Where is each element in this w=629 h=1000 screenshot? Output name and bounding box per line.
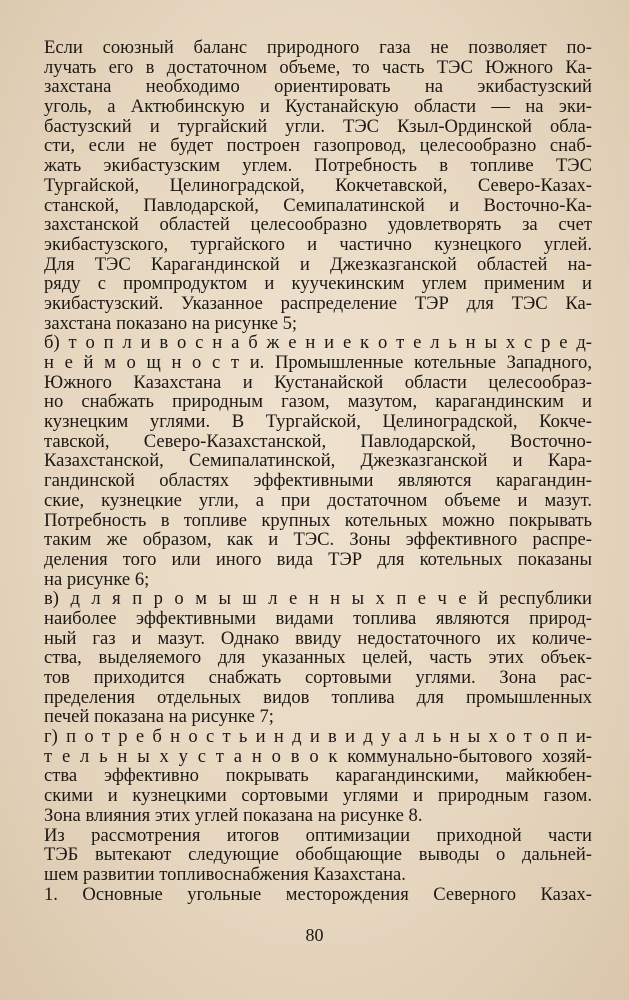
text-line: Если союзный баланс природного газа не позволяет по- <box>44 37 592 58</box>
text-line: б) т о п л и в о с н а б ж е н и е к о т е л ь н ы х с р е д- <box>44 332 592 354</box>
text-line: захстана показано на рисунке 5; <box>44 312 298 334</box>
text-line: ства эффективно покрывать карагандинскими, майкюбен- <box>44 765 592 787</box>
text-line: тавской, Северо-Казахстанской, Павлодарской, Восточно- <box>44 430 592 452</box>
text-line: ТЭБ вытекают следующие обобщающие выводы о дальней- <box>44 844 592 866</box>
text-line: Для ТЭС Карагандинской и Джезказганской областей на- <box>44 253 592 275</box>
text-line: станской, Павлодарской, Семипалатинской и Восточно-Ка- <box>44 194 592 216</box>
text-line: Зона влияния этих углей показана на рисунке 8. <box>44 804 423 826</box>
text-line: г) п о т р е б н о с т ь и н д и в и д у а л ь н ы х о т о п и- <box>44 726 592 748</box>
text-line: наиболее эффективными видами топлива являются природ- <box>44 607 592 629</box>
text-line: кузнецким углями. В Тургайской, Целиноградской, Кокче- <box>44 411 592 433</box>
text-line: Южного Казахстана и Кустанайской области целесообраз- <box>44 371 592 393</box>
text-line: ный газ и мазут. Однако ввиду недостаточного их количе- <box>44 627 592 649</box>
text-line: 1. Основные угольные месторождения Северного Казах- <box>44 883 592 905</box>
text-line: печей показана на рисунке 7; <box>44 706 274 728</box>
text-line: ские, кузнецкие угли, а при достаточном объеме и мазут. <box>44 489 592 511</box>
text-line: гандинской областях эффективными являются карагандин- <box>44 470 592 492</box>
text-line: деления того или иного вида ТЭР для котельных показаны <box>44 548 592 570</box>
text-line: Тургайской, Целиноградской, Кокчетавской, Северо-Казах- <box>44 174 592 196</box>
text-line: н е й м о щ н о с т и. Промышленные котельные Западного, <box>44 352 592 373</box>
body-text <box>44 38 592 904</box>
text-line: жать экибастузским углем. Потребность в топливе ТЭС <box>44 155 592 177</box>
text-line: захстана необходимо ориентировать на экибастузский <box>44 76 592 98</box>
text-line: на рисунке 6; <box>44 568 150 590</box>
text-line: экибастузского, тургайского и частично кузнецкого углей. <box>44 233 592 255</box>
text-line: Потребность в топливе крупных котельных можно покрывать <box>44 509 592 531</box>
text-line: сти, если не будет построен газопровод, целесообразно снаб- <box>44 135 592 157</box>
text-line: экибастузский. Указанное распределение ТЭР для ТЭС Ка- <box>44 292 592 314</box>
text-line: уголь, а Актюбинскую и Кустанайскую области — на эки- <box>44 96 592 118</box>
text-line: лучать его в достаточном объеме, то часть ТЭС Южного Ка- <box>44 56 592 78</box>
text-line: пределения отдельных видов топлива для промышленных <box>44 686 592 708</box>
text-line: скими и кузнецкими сортовыми углями и природным газом. <box>44 785 592 807</box>
text-line: бастузский и тургайский угли. ТЭС Кзыл-Ординской обла- <box>44 115 592 137</box>
text-line: тов приходится снабжать сортовыми углями. Зона рас- <box>44 667 592 688</box>
text-line: но снабжать природным газом, мазутом, карагандинским и <box>44 391 592 413</box>
text-line: т е л ь н ы х у с т а н о в о к коммунально-бытового хозяй- <box>44 745 592 767</box>
text-line: шем развитии топливоснабжения Казахстана. <box>44 863 406 885</box>
text-line: захстанской областей целесообразно удовлетворять за счет <box>44 214 592 236</box>
text-line: таким же образом, как и ТЭС. Зоны эффективного распре- <box>44 529 592 551</box>
text-line: Из рассмотрения итогов оптимизации приходной части <box>44 824 592 846</box>
text-line: ряду с промпродуктом и куучекинским углем применим и <box>44 273 592 295</box>
text-line: Казахстанской, Семипалатинской, Джезказганской и Кара- <box>44 450 592 472</box>
text-line: в) д л я п р о м ы ш л е н н ы х п е ч е й республики <box>44 588 592 610</box>
text-line: ства, выделяемого для указанных целей, часть этих объек- <box>44 647 592 669</box>
page-number: 80 <box>305 925 324 945</box>
